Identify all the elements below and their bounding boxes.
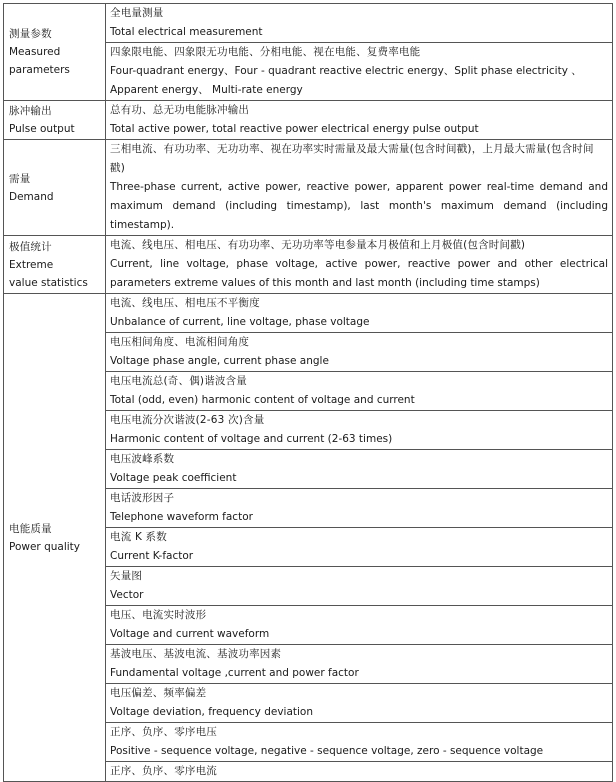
category-zh: 极值统计 <box>9 240 52 253</box>
value-cell <box>106 294 613 333</box>
value-zh: 正序、负序、零序电压 <box>110 726 217 738</box>
category-cell <box>4 236 106 294</box>
value-en: Four-quadrant energy、Four - quadrant reactive electric energy、Split phase electricity 、Apparent energy、 Multi-rate energy <box>110 65 582 96</box>
category-en: Pulse output <box>9 123 75 135</box>
value-en: Voltage deviation, frequency deviation <box>110 706 314 718</box>
table-row <box>4 294 613 333</box>
value-cell <box>106 645 613 684</box>
value-en: Unbalance of current, line voltage, phase voltage <box>110 316 370 328</box>
category-en: value statistics <box>9 276 88 289</box>
value-cell <box>106 372 613 411</box>
value-zh: 矢量图 <box>110 570 143 582</box>
value-en: Current K-factor <box>110 550 194 562</box>
value-zh: 电流 K 系数 <box>110 531 167 543</box>
value-cell <box>106 333 613 372</box>
value-en: Positive - sequence voltage, negative - sequence voltage, zero - sequence voltage <box>110 745 544 757</box>
value-cell <box>106 236 613 294</box>
value-cell <box>106 411 613 450</box>
value-en: Voltage and current waveform <box>110 628 270 640</box>
category-en: parameters <box>9 64 70 76</box>
category-en: Power quality <box>9 540 81 553</box>
value-zh: 电压、电流实时波形 <box>110 609 207 621</box>
value-cell <box>106 43 613 101</box>
value-zh: 四象限电能、四象限无功电能、分相电能、视在电能、复费率电能 <box>110 46 421 58</box>
value-cell <box>106 567 613 606</box>
value-zh: 电压相间角度、电流相间角度 <box>110 336 250 348</box>
value-zh: 电压电流分次谐波(2-63 次)含量 <box>110 414 265 426</box>
value-zh: 电压偏差、频率偏差 <box>110 687 207 699</box>
value-en: Current, line voltage, phase voltage, active power, reactive power and other electrical parameters extreme values of this month and last month (including time stamps) <box>110 258 608 289</box>
category-en: Demand <box>9 190 54 203</box>
value-zh: 基波电压、基波电流、基波功率因素 <box>110 648 282 660</box>
category-zh: 测量参数 <box>9 28 52 40</box>
value-zh: 全电量测量 <box>110 7 164 19</box>
value-cell <box>106 528 613 567</box>
value-cell <box>106 606 613 645</box>
category-zh: 脉冲输出 <box>9 105 52 117</box>
value-zh: 正序、负序、零序电流 <box>110 765 217 777</box>
category-cell <box>4 101 106 140</box>
category-en: Extreme <box>9 258 54 271</box>
value-en: Harmonic content of voltage and current (2-63 times) <box>110 433 393 445</box>
value-cell <box>106 684 613 723</box>
value-zh: 电话波形因子 <box>110 492 175 504</box>
value-cell <box>106 489 613 528</box>
table-row <box>4 101 613 140</box>
table-row <box>4 4 613 43</box>
category-cell <box>4 294 106 782</box>
value-cell <box>106 450 613 489</box>
value-en: Voltage phase angle, current phase angle <box>110 355 329 367</box>
value-cell <box>106 101 613 140</box>
value-en: Total active power, total reactive power electrical energy pulse output <box>110 123 479 135</box>
table-row <box>4 236 613 294</box>
value-zh: 电压波峰系数 <box>110 453 175 465</box>
value-zh: 总有功、总无功电能脉冲输出 <box>110 104 250 116</box>
category-cell <box>4 4 106 101</box>
value-cell <box>106 4 613 43</box>
value-zh: 电压电流总(奇、偶)谐波含量 <box>110 375 247 387</box>
value-cell <box>106 723 613 762</box>
spec-table <box>3 3 613 782</box>
value-zh: 电流、线电压、相电压不平衡度 <box>110 297 260 309</box>
category-cell <box>4 140 106 236</box>
value-en: Telephone waveform factor <box>110 511 253 523</box>
value-en: Total (odd, even) harmonic content of voltage and current <box>110 394 415 406</box>
category-zh: 需量 <box>9 172 31 185</box>
category-zh: 电能质量 <box>9 522 52 535</box>
table-row <box>4 140 613 236</box>
value-zh: 三相电流、有功功率、无功功率、视在功率实时需量及最大需量(包含时间戳)，上月最大需量(包含时间戳) <box>110 143 594 174</box>
value-cell <box>106 140 613 236</box>
value-en: Vector <box>110 589 144 601</box>
value-zh: 电流、线电压、相电压、有功功率、无功功率等电参量本月极值和上月极值(包含时间戳) <box>110 239 526 251</box>
value-en: Fundamental voltage ,current and power factor <box>110 667 359 679</box>
value-en: Total electrical measurement <box>110 26 263 38</box>
value-en: Voltage peak coefficient <box>110 472 237 484</box>
category-en: Measured <box>9 46 61 58</box>
value-en: Three-phase current, active power, reactive power, apparent power real-time demand and maximum demand (including timestamp), last month's maximum demand (including timestamp). <box>110 181 608 231</box>
